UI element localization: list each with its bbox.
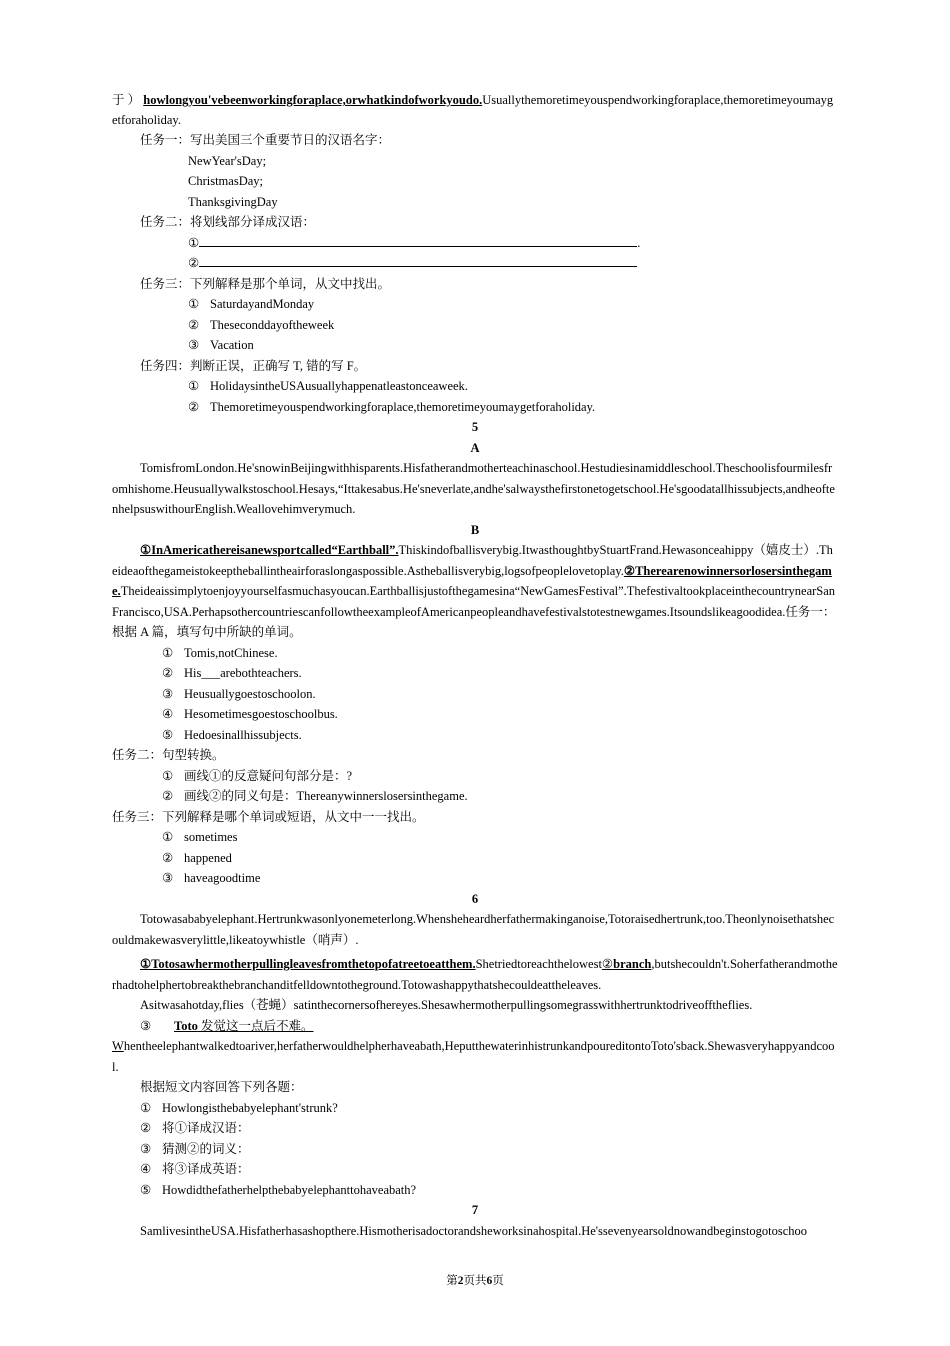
task-heading: 任务二：句型转换。: [112, 748, 225, 762]
task3-heading: 任务三：下列解释是那个单词，从文中找出。: [140, 276, 391, 291]
list-item: ① HolidaysintheUSAusuallyhappenatleastonceaweek.: [188, 379, 468, 393]
list-item: ① Tomis,notChinese.: [162, 645, 278, 660]
list-item: ③ Vacation: [188, 338, 254, 352]
list-item: ① SaturdayandMonday: [188, 297, 315, 311]
holiday-item: NewYear'sDay;: [188, 153, 267, 168]
passage-6-p4: ③ Toto 发觉这一点后不难。: [140, 1018, 314, 1033]
question-item: ⑤ Howdidthefatherhelpthebabyelephanttohaveabath?: [140, 1182, 417, 1197]
passage-7-p1: SamlivesintheUSA.Hisfatherhasashopthere.Hismotherisadoctorandsheworksinahospital.He'ssevenyearsoldnowandbeginstogotoschoo: [140, 1223, 808, 1238]
intro-rest: Usuallythemoretimeyouspendworkingforaplace,themoretimeyoumaygetforaholiday.: [112, 93, 834, 127]
task2-heading: 任务二：将划线部分译成汉语：: [140, 215, 316, 229]
section-number: 6: [471, 891, 479, 906]
question-item: ① Howlongisthebabyelephant'strunk?: [140, 1100, 338, 1115]
list-item: ③ haveagoodtime: [162, 871, 261, 885]
question-item: ③ 猜测②的词义：: [140, 1141, 250, 1156]
holiday-item: ThanksgivingDay: [188, 194, 278, 209]
answer-blank[interactable]: [199, 253, 637, 267]
document-page: [112, 90, 838, 1241]
total-pages: 6: [486, 1275, 493, 1287]
task1-heading: 任务一：写出美国三个重要节日的汉语名字：: [140, 133, 391, 147]
list-item: ⑤ Hedoesinallhissubjects.: [162, 727, 302, 742]
page-footer: 第2页共6页: [446, 1275, 504, 1287]
list-item: ① 画线①的反意疑问句部分是：?: [162, 768, 353, 783]
task-heading: 任务三：下列解释是哪个单词或短语，从文中一一找出。: [112, 809, 425, 824]
section-number: 5: [471, 420, 479, 434]
passage-6-p2: ①Totosawhermotherpullingleavesfromthetopofatreetoeatthem.Shetriedtoreachthelowest②branch,butshecouldn't.Soherfatherandmotherhadtohelphertobreakthebranchanditfelldowntotheground.Totowashappythatshecouldeattheleaves.: [112, 957, 838, 992]
answer-blank[interactable]: [199, 233, 637, 247]
list-item: ③ Heusuallygoestoschoolon.: [162, 686, 316, 701]
intro-paragraph: [112, 90, 838, 130]
list-item: ② Theseconddayoftheweek: [188, 317, 335, 332]
list-item: ② Themoretimeyouspendworkingforaplace,themoretimeyoumaygetforaholiday.: [188, 399, 596, 414]
list-item: ② His___arebothteachers.: [162, 666, 302, 680]
list-item: ② 画线②的同义句是：Thereanywinnerslosersinthegame.: [162, 789, 468, 803]
underlined-sentence-1: ①InAmericathereisanewsportcalled“Earthball”.: [140, 543, 399, 557]
passage-b: ①InAmericathereisanewsportcalled“Earthball”.Thiskindofballisverybig.ItwasthoughtbyStuartFrand.Hewasonceahippy（嬉皮士）.Theideaofthegameistokeeptheballintheairforaslongaspossible.Astheballisverybig,logsofpeoplelovetoplay.②Therearenowinnersorlosersinthegame.Theideaissimplytoenjoyyourselfasmuchasyoucan.Earthballisjustofthegamesina“NewGamesFestival”.ThefestivaltookplaceinthecountrynearSanFrancisco,USA.PerhapsothercountriescanfollowtheexampleofAmericanpeopleandhavefestivalstotestnewgames.Itsoundslikeagoodidea.任务一：根据 A 篇，填写句中所缺的单词。: [112, 543, 836, 639]
underlined-sentence-2: ②Therearenowinnersorlosersinthegame.: [112, 563, 832, 598]
list-item: ① sometimes: [162, 830, 238, 844]
section-number: 7: [471, 1203, 479, 1217]
passage-6-p5: Whentheelephantwalkedtoariver,herfatherwouldhelpherhaveabath,HeputthewaterinhistrunkandpoureditontoToto'sback.Shewasveryhappyandcool.: [112, 1039, 835, 1074]
underlined-word-branch: branch: [613, 957, 652, 971]
current-page-number: 2: [457, 1275, 464, 1287]
intro-prefix: 于 ）: [112, 93, 141, 107]
task4-heading: 任务四：判断正误，正确写 T, 错的写 F。: [140, 358, 367, 373]
passage-a: TomisfromLondon.He'snowinBeijingwithhisparents.Hisfatherandmotherteachinaschool.Hestudiesinamiddleschool.Theschoolisfourmilesfromhishome.Heusuallywalkstoschool.Hesays,“Ittakesabus.He'sneverlate,andhe'salwaysthefirstonetogetschool.He'sgoodatallhissubjects,andheoftenhelpsuswithourEnglish.Weallovehimverymuch.: [112, 461, 835, 516]
questions-heading: 根据短文内容回答下列各题：: [140, 1080, 303, 1094]
list-item: ② happened: [162, 850, 232, 865]
question-item: ④ 将③译成英语：: [140, 1162, 250, 1176]
list-item: ④ Hesometimesgoestoschoolbus.: [162, 707, 338, 721]
passage-6-p1: Totowasababyelephant.Hertrunkwasonlyonemeterlong.Whensheheardherfathermakinganoise,Totoraisedhertrunk,too.Theonlynoisethatshecouldmakewasverylittle,likeatoywhistle（哨声）.: [112, 912, 835, 947]
holiday-item: ChristmasDay;: [188, 174, 263, 188]
underlined-sentence-1: ①Totosawhermotherpullingleavesfromthetopofatreetoeatthem.: [140, 957, 476, 971]
question-item: ② 将①译成汉语：: [140, 1121, 250, 1135]
intro-underlined-sentence: howlongyou'vebeenworkingforaplace,orwhatkindofworkyoudo.: [143, 93, 483, 107]
translation-blank-line[interactable]: ②: [112, 253, 838, 274]
passage-label: B: [470, 522, 480, 537]
passage-label: A: [470, 440, 480, 455]
passage-6-p3: Asitwasahotday,flies（苍蝇）satinthecornersofhereyes.Shesawhermotherpullingsomegrasswithhertrunktodriveofftheflies.: [140, 998, 753, 1012]
translation-blank-line[interactable]: ① .: [112, 233, 838, 254]
